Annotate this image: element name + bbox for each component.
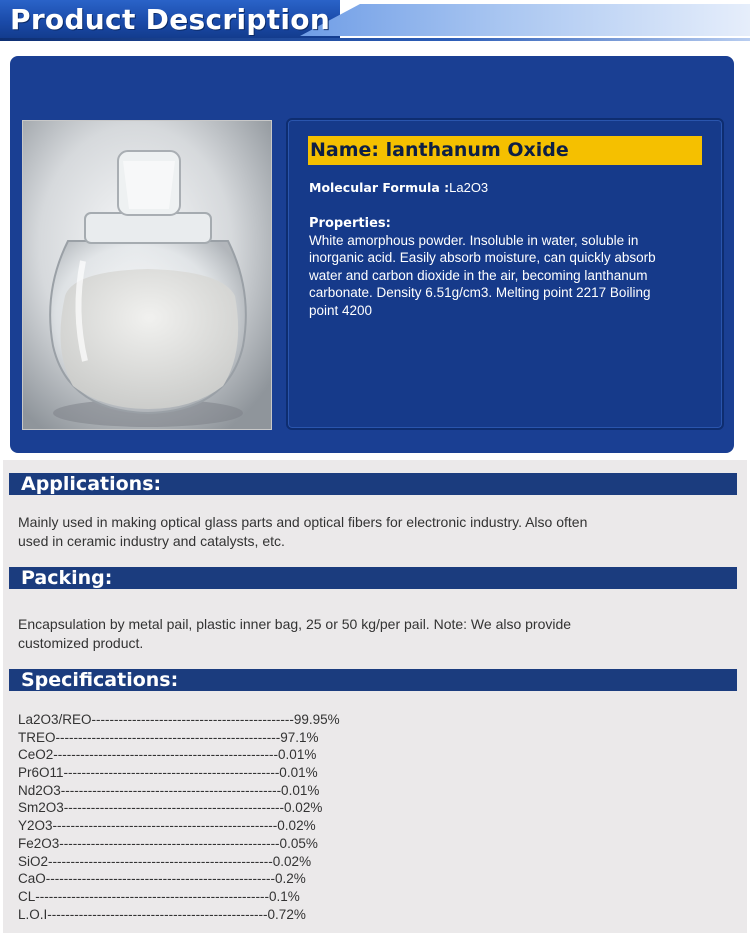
spec-row: Sm2O3-------------------------------------------------0.02% [18,800,323,816]
page-header [0,0,750,42]
spec-row: SiO2--------------------------------------------------0.02% [18,853,312,869]
details-section [3,460,747,933]
spec-row: Nd2O3-------------------------------------------------0.01% [18,782,320,798]
spec-row: CL----------------------------------------------------0.1% [18,888,300,904]
formula-label: Molecular Formula : [309,180,450,195]
spec-row: CaO---------------------------------------------------0.2% [18,871,306,887]
spec-row: Pr6O11------------------------------------------------0.01% [18,765,318,781]
packing-title: Packing: [21,567,113,589]
formula-value: La2O3 [449,180,489,195]
page-title: Product Description [10,3,331,36]
spec-row: TREO--------------------------------------------------97.1% [18,729,319,745]
specifications-list [18,711,340,923]
properties-label: Properties: [309,216,391,231]
spec-row: CeO2--------------------------------------------------0.01% [18,747,317,763]
product-name: Name: lanthanum Oxide [310,139,569,161]
spec-row: Y2O3--------------------------------------------------0.02% [18,818,316,834]
packing-header [9,567,737,589]
properties-text: White amorphous powder. Insoluble in water, soluble in inorganic acid. Easily absorb moisture, can quickly absorb water and carbon dioxide in the air, becoming lanthanum carbonate. Density 6.51g/cm3. Melting point 2217 Boiling point 4200 [309,233,656,318]
product-photo [22,120,272,430]
spec-row: L.O.I-------------------------------------------------0.72% [18,906,306,922]
applications-text: Mainly used in making optical glass parts and optical fibers for electronic industry. Also often used in ceramic industry and catalysts, etc. [18,514,588,549]
product-name-bar [308,136,702,165]
spec-row: Fe2O3-------------------------------------------------0.05% [18,835,318,851]
applications-header [9,473,737,495]
specifications-title: Specifications: [21,669,179,691]
packing-text: Encapsulation by metal pail, plastic inner bag, 25 or 50 kg/per pail. Note: We also provide customized product. [18,616,572,651]
molecular-formula [309,180,488,195]
spec-row: La2O3/REO---------------------------------------------99.95% [18,712,340,727]
header-bar-light [300,4,750,36]
specifications-header [9,669,737,691]
applications-title: Applications: [21,473,162,495]
jar-illustration [23,121,272,430]
header-underline [0,38,750,41]
